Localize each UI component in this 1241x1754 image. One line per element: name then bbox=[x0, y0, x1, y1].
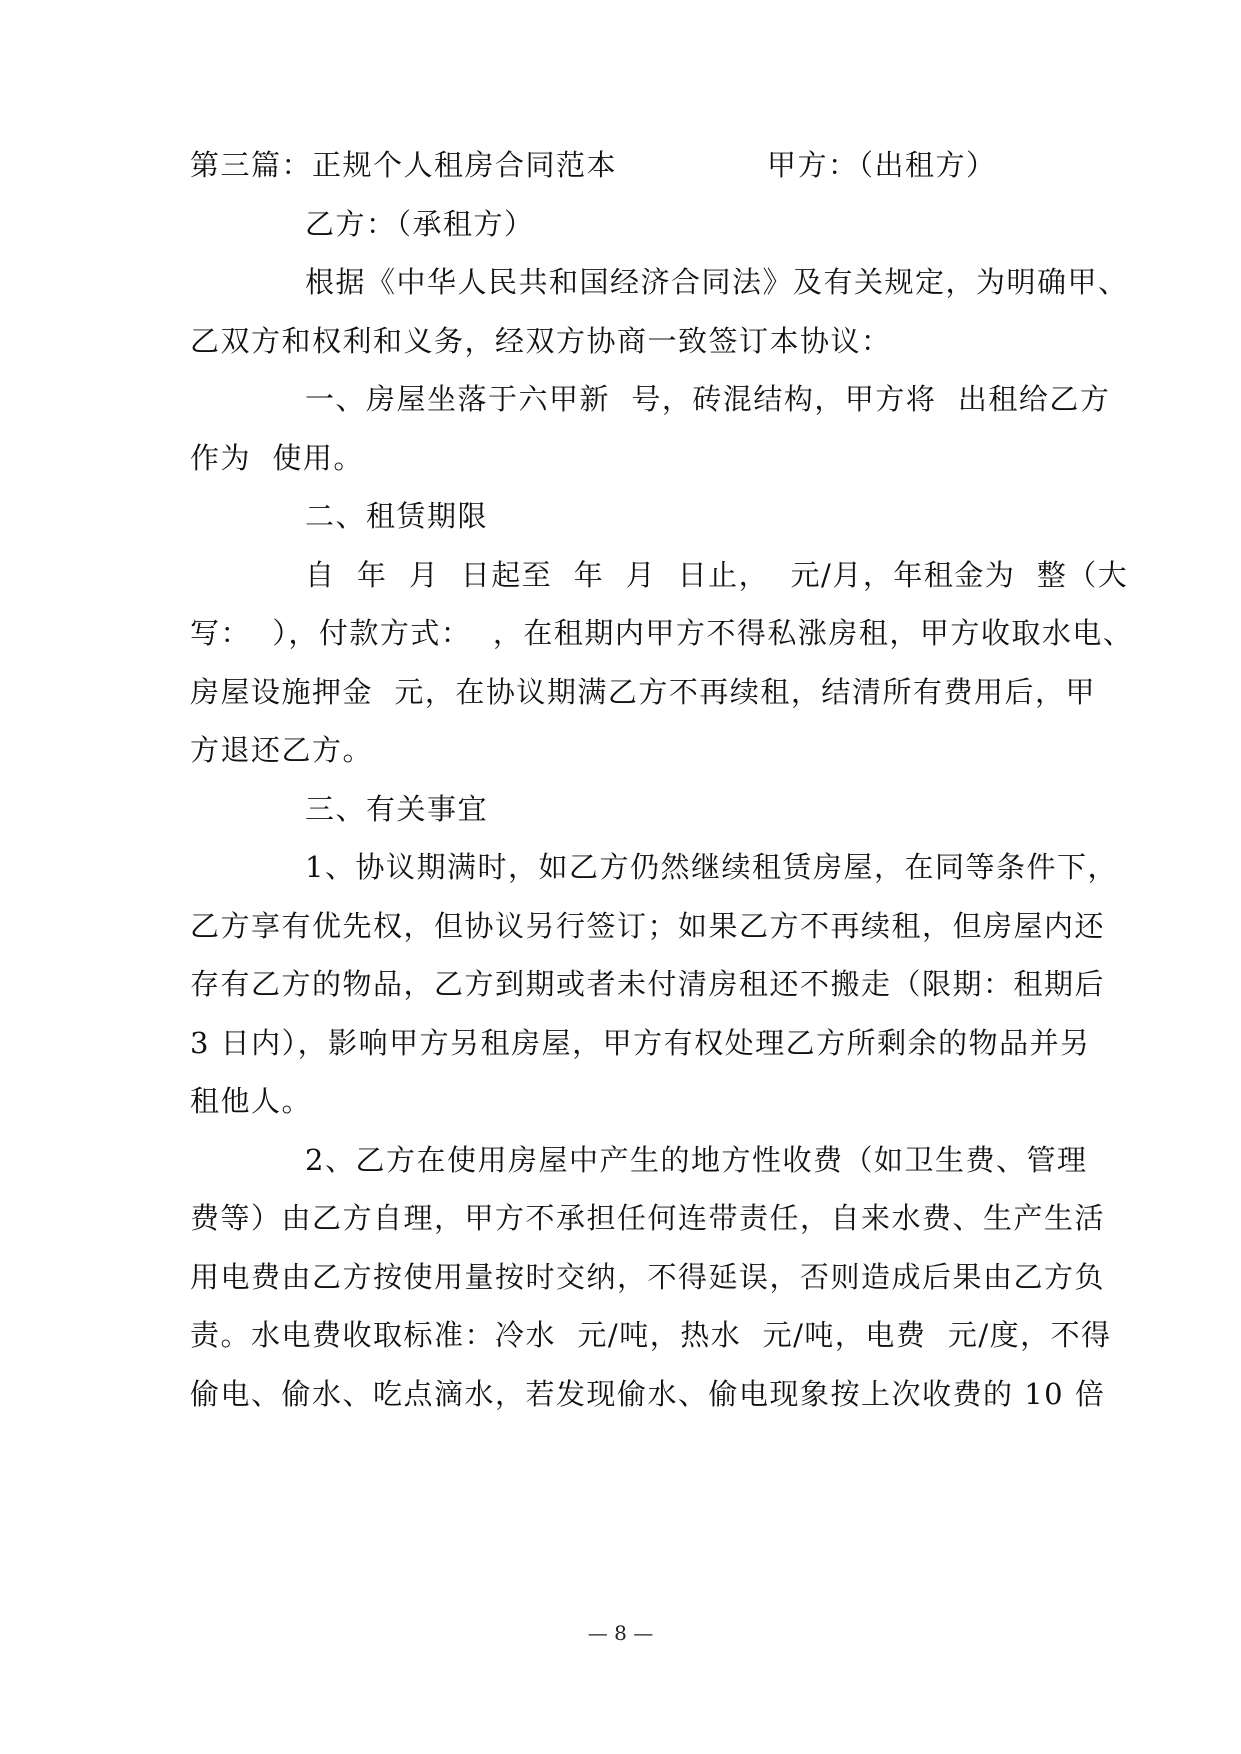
paragraph-line: 乙方享有优先权，但协议另行签订；如果乙方不再续租，但房屋内还 bbox=[190, 909, 1106, 943]
page-number: — 8 — bbox=[587, 1621, 654, 1645]
paragraph-line: 偷电、偷水、吃点滴水，若发现偷水、偷电现象按上次收费的 10 倍 bbox=[190, 1377, 1106, 1411]
section-heading: 三、有关事宜 bbox=[305, 792, 489, 826]
paragraph-line: 用电费由乙方按使用量按时交纳，不得延误，否则造成后果由乙方负 bbox=[190, 1260, 1106, 1294]
paragraph-line: 作为 使用。 bbox=[190, 441, 364, 475]
party-b-line: 乙方：（承租方） bbox=[305, 207, 535, 241]
paragraph-line: 自 年 月 日起至 年 月 日止， 元/月，年租金为 整（大 bbox=[305, 558, 1129, 592]
paragraph-line: 存有乙方的物品，乙方到期或者未付清房租还不搬走（限期：租期后 bbox=[190, 967, 1106, 1001]
paragraph-line: 房屋设施押金 元，在协议期满乙方不再续租，结清所有费用后，甲 bbox=[190, 675, 1096, 709]
paragraph-line: 根据《中华人民共和国经济合同法》及有关规定，为明确甲、 bbox=[305, 265, 1129, 299]
paragraph-line: 一、房屋坐落于六甲新 号，砖混结构，甲方将 出租给乙方 bbox=[305, 382, 1111, 416]
paragraph-line: 乙双方和权利和义务，经双方协商一致签订本协议： bbox=[190, 324, 892, 358]
paragraph-line: 2、乙方在使用房屋中产生的地方性收费（如卫生费、管理 bbox=[305, 1143, 1088, 1177]
paragraph-line: 3 日内），影响甲方另租房屋，甲方有权处理乙方所剩余的物品并另 bbox=[190, 1026, 1091, 1060]
paragraph-line: 写： ），付款方式： ，在租期内甲方不得私涨房租，甲方收取水电、 bbox=[190, 616, 1134, 650]
title-line: 第三篇：正规个人租房合同范本 甲方：（出租方） bbox=[190, 148, 997, 182]
paragraph-line: 费等）由乙方自理，甲方不承担任何连带责任，自来水费、生产生活 bbox=[190, 1201, 1106, 1235]
paragraph-line: 1、协议期满时，如乙方仍然继续租赁房屋，在同等条件下， bbox=[305, 850, 1118, 884]
paragraph-line: 租他人。 bbox=[190, 1084, 313, 1118]
paragraph-line: 方退还乙方。 bbox=[190, 733, 374, 767]
paragraph-line: 责。水电费收取标准：冷水 元/吨，热水 元/吨，电费 元/度，不得 bbox=[190, 1318, 1112, 1352]
section-heading: 二、租赁期限 bbox=[305, 499, 489, 533]
